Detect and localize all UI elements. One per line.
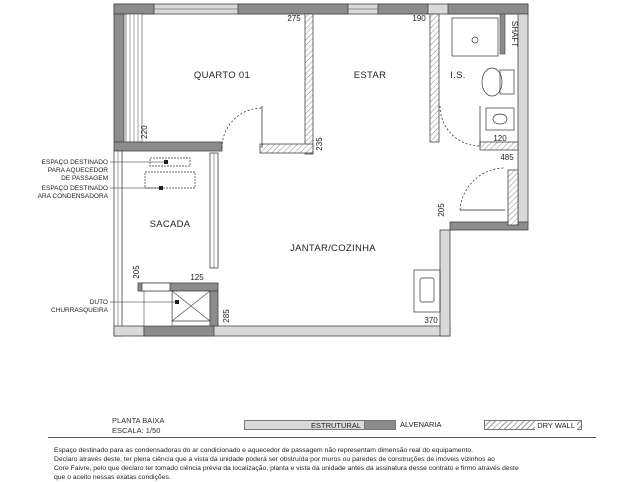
- disclaimer-line-1: Espaço destinado para as condensadoras do ar condicionado e aquecedor de passagem não representam dimensão real do equipamento.: [54, 447, 474, 454]
- disclaimer-line-3: Core Faivre, pelo que declaro ter tomado ciência prévia da localização, planta e vista da unidade antes da assinatura desse contrato e firmo através deste: [54, 465, 519, 472]
- dim-120: 120: [493, 134, 507, 143]
- room-label-sacada: SACADA: [149, 219, 191, 230]
- plan-title-line1: PLANTA BAIXA: [112, 416, 165, 425]
- svg-text:DE PASSAGEM: DE PASSAGEM: [61, 175, 108, 182]
- dim-285: 285: [222, 309, 231, 323]
- fixtures: [142, 18, 514, 312]
- callout-aquecedor: [42, 159, 168, 182]
- dim-190: 190: [412, 14, 426, 23]
- doors: [222, 106, 505, 210]
- plan-scale: ESCALA: 1/50: [112, 426, 161, 435]
- dim-370: 370: [424, 316, 438, 325]
- dim-205-right: 205: [437, 203, 446, 217]
- svg-text:PARA AQUECEDOR: PARA AQUECEDOR: [47, 167, 108, 174]
- legend-label-drywall: DRY WALL: [537, 421, 575, 430]
- svg-text:ARA CONDENSADORA: ARA CONDENSADORA: [37, 193, 108, 200]
- room-label-jantar-cozinha: JANTAR/COZINHA: [290, 243, 376, 254]
- plan-title: [112, 416, 164, 436]
- dim-205-left: 205: [132, 265, 141, 279]
- room-label-estar: ESTAR: [353, 70, 387, 81]
- svg-text:ESPAÇO DESTINADO: ESPAÇO DESTINADO: [41, 185, 108, 192]
- room-label-is: I.S.: [450, 70, 466, 81]
- disclaimer-line-2: Declaro através deste, ter plena ciência que a vista da unidade poderá ser obstruída por muros ou paredes de construções de imóveis vizinhos ao: [54, 456, 495, 463]
- legend-swatch-drywall: [484, 420, 582, 430]
- legend-label-alvenaria: ALVENARIA: [400, 420, 442, 429]
- dim-485: 485: [500, 153, 514, 162]
- room-label-shaft: SHAFT: [510, 20, 519, 48]
- disclaimer-line-4: que o aceito nessas exatas condições.: [54, 474, 171, 481]
- legend-swatch-alvenaria: [364, 420, 396, 430]
- divider: [48, 437, 596, 438]
- svg-text:CHURRASQUEIRA: CHURRASQUEIRA: [50, 307, 108, 314]
- callout-condensadora: [38, 185, 163, 200]
- legend-swatch-estrutural: [244, 420, 366, 430]
- dim-235: 235: [315, 137, 324, 151]
- legend-label-estrutural: ESTRUTURAL: [310, 421, 361, 430]
- disclaimer: [54, 446, 594, 482]
- dim-220: 220: [140, 125, 149, 139]
- legend: [0, 412, 640, 436]
- dim-275: 275: [287, 14, 301, 23]
- room-label-quarto: QUARTO 01: [193, 70, 251, 81]
- dim-125: 125: [190, 273, 204, 282]
- svg-text:DUTO: DUTO: [89, 299, 108, 306]
- svg-text:ESPAÇO DESTINADO: ESPAÇO DESTINADO: [41, 159, 108, 166]
